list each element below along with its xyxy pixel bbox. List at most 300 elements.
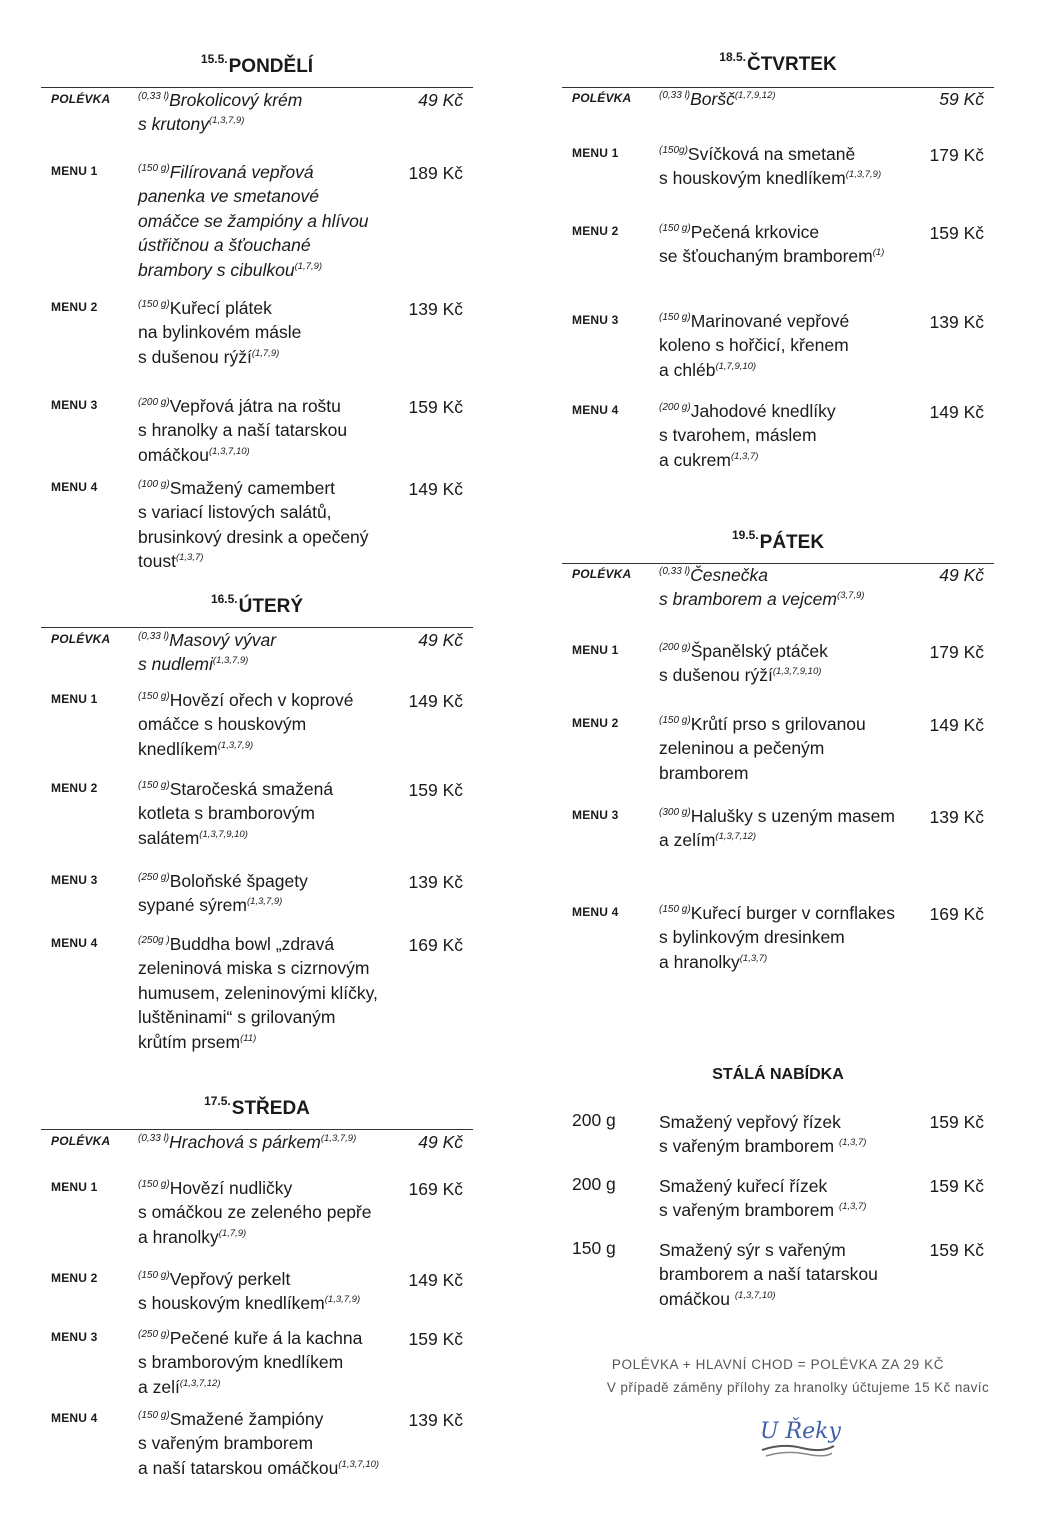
- dish-text: s dušenou rýží: [138, 346, 252, 367]
- day-name: PÁTEK: [759, 532, 825, 553]
- dish-description: [659, 712, 929, 785]
- dish-line: [138, 1030, 408, 1054]
- day-ctvrtek-items: [562, 87, 994, 487]
- dish-text: Hovězí nudličky: [169, 1178, 293, 1198]
- menu-label: MENU 3: [572, 808, 619, 822]
- dish-text: Pečené kuře á la kachna: [169, 1328, 363, 1348]
- portion-size: (150 g): [138, 1410, 170, 1422]
- dish-line: [138, 394, 408, 418]
- dish-text: a hranolky: [138, 1226, 219, 1247]
- price: 149 Kč: [408, 479, 463, 499]
- dish-line: [138, 549, 408, 573]
- menu-label: MENU 4: [51, 1411, 98, 1425]
- allergens: (1,3,7,9): [212, 655, 249, 667]
- day-ctvrtek: [562, 50, 994, 88]
- menu-label: MENU 1: [51, 692, 98, 706]
- dish-text: bramborem a naší tatarskou: [659, 1264, 878, 1285]
- day-pondeli-items: [41, 88, 473, 598]
- dish-line: [138, 1005, 408, 1029]
- dish-text: zeleninou a pečeným: [659, 738, 825, 759]
- dish-line: [138, 688, 408, 712]
- dish-line: [138, 320, 408, 344]
- dish-line: [659, 448, 929, 472]
- allergens: (1,3,7,9): [320, 1133, 357, 1145]
- portion-size: (100 g): [138, 479, 170, 491]
- dish-line: [138, 737, 408, 761]
- allergens: (1,3,7): [175, 552, 204, 564]
- dish-line: [659, 1174, 929, 1198]
- allergens: (1): [872, 247, 885, 259]
- dish-text: Česnečka: [690, 565, 768, 585]
- day-heading: [562, 50, 994, 80]
- logo-graphic: [752, 1408, 842, 1468]
- dish-text: kotleta s bramborovým: [138, 803, 316, 824]
- dish-line: [138, 345, 408, 369]
- dish-text: Smažený kuřecí řízek: [659, 1176, 828, 1196]
- dish-description: [659, 1174, 929, 1223]
- dish-description: [659, 399, 929, 472]
- dish-line: [659, 587, 929, 611]
- day-date: 15.5.: [200, 52, 228, 66]
- day-heading: [41, 1094, 473, 1124]
- dish-text: Španělský ptáček: [690, 641, 828, 661]
- dish-line: [659, 1110, 929, 1134]
- dish-line: [659, 828, 929, 852]
- dish-line: [659, 1262, 929, 1286]
- dish-line: [659, 1238, 929, 1262]
- dish-text: s omáčkou ze zeleného pepře: [138, 1202, 372, 1223]
- dish-text: luštěninami“ s grilovaným: [138, 1007, 336, 1028]
- dish-text: Smažený vepřový řízek: [659, 1112, 841, 1132]
- day-date: 17.5.: [204, 1094, 231, 1108]
- portion-size: (150 g): [138, 299, 170, 311]
- dish-text: Vepřový perkelt: [169, 1269, 291, 1289]
- dish-text: panenka ve smetanové: [138, 186, 319, 207]
- dish-line: [138, 160, 408, 184]
- dish-description: [138, 1267, 408, 1316]
- portion-size: (0,33 l): [138, 631, 170, 643]
- dish-text: Halušky s uzeným masem: [690, 806, 895, 826]
- dish-text: s vařeným bramborem: [138, 1433, 314, 1454]
- menu-label: MENU 3: [51, 398, 98, 412]
- day-streda: [41, 1094, 473, 1130]
- dish-line: [138, 1350, 408, 1374]
- price: 139 Kč: [408, 1410, 463, 1430]
- dish-description: [138, 394, 408, 467]
- portion-size: (0,33 l): [138, 91, 170, 103]
- dish-text: a naší tatarskou omáčkou: [138, 1457, 339, 1478]
- dish-line: [138, 476, 408, 500]
- dish-description: [659, 1110, 929, 1159]
- price: 49 Kč: [418, 90, 463, 110]
- dish-text: Krůtí prso s grilovanou: [690, 714, 866, 734]
- dish-text: a chléb: [659, 359, 716, 380]
- price: 49 Kč: [418, 1132, 463, 1152]
- portion-size: (150 g): [659, 223, 691, 235]
- dish-line: [138, 209, 408, 233]
- menu-label: MENU 1: [51, 164, 98, 178]
- portion-size: (150g): [659, 145, 688, 157]
- dish-line: [138, 1326, 408, 1350]
- dish-text: Boloňské špagety: [169, 871, 308, 891]
- price: 59 Kč: [939, 89, 984, 109]
- dish-text: Masový vývar: [169, 630, 277, 650]
- dish-text: Kuřecí plátek: [169, 298, 272, 318]
- allergens: (11): [240, 1032, 257, 1044]
- dish-line: [659, 950, 929, 974]
- portion-size: (150 g): [659, 312, 691, 324]
- dish-text: s vařeným bramborem: [659, 1136, 835, 1157]
- dish-text: omáčkou: [138, 444, 210, 465]
- allergens: (1,7,9): [218, 1227, 247, 1239]
- dish-text: ústřičnou a šťouchané: [138, 235, 311, 256]
- allergens: (1,3,7,9,10): [772, 666, 822, 678]
- portion-size: (150 g): [138, 1179, 170, 1191]
- dish-line: [138, 1456, 408, 1480]
- portion-size: (150 g): [138, 780, 170, 792]
- dish-text: s bramborovým knedlíkem: [138, 1352, 344, 1373]
- menu-label: MENU 4: [572, 905, 619, 919]
- dish-line: [138, 1200, 408, 1224]
- price: 159 Kč: [929, 1240, 984, 1260]
- dish-line: [659, 220, 929, 244]
- dish-line: [138, 801, 408, 825]
- dish-text: s bramborem a vejcem: [659, 589, 837, 610]
- soup-label: POLÉVKA: [572, 567, 632, 581]
- dish-line: [659, 712, 929, 736]
- dish-text: a zelím: [659, 830, 716, 851]
- dish-text: Filírovaná vepřová: [169, 162, 314, 182]
- price: 179 Kč: [929, 642, 984, 662]
- dish-line: [138, 777, 408, 801]
- dish-text: Hovězí ořech v koprové: [169, 690, 354, 710]
- allergens: (1,7,9,12): [734, 90, 776, 102]
- dish-line: [659, 901, 929, 925]
- allergens: (1,3,7,10): [209, 445, 250, 457]
- dish-text: s houskovým knedlíkem: [138, 1293, 325, 1314]
- day-date: 19.5.: [731, 528, 759, 542]
- allergens: (1,7,9): [251, 347, 280, 359]
- dish-line: [138, 826, 408, 850]
- dish-line: [659, 761, 929, 785]
- menu-label: MENU 3: [572, 313, 619, 327]
- price: 159 Kč: [929, 1112, 984, 1132]
- portion-size: (250g ): [138, 935, 170, 947]
- dish-text: Jahodové knedlíky: [690, 401, 836, 421]
- portion-size: (250 g): [138, 872, 170, 884]
- dish-text: toust: [138, 551, 176, 572]
- dish-description: [138, 160, 408, 282]
- day-date: 16.5.: [210, 592, 238, 606]
- dish-text: Kuřecí burger v cornflakes: [690, 903, 895, 923]
- dish-text: s vařeným bramborem: [659, 1200, 835, 1221]
- allergens: (1,3,7): [838, 1201, 867, 1213]
- menu-label: MENU 1: [572, 146, 619, 160]
- dish-line: [659, 563, 929, 587]
- permanent-offer-title: STÁLÁ NABÍDKA: [712, 1066, 844, 1083]
- allergens: (1,3,7,12): [715, 831, 757, 843]
- dish-description: [659, 1238, 929, 1311]
- menu-label: MENU 2: [572, 224, 619, 238]
- portion-size: (150 g): [138, 691, 170, 703]
- dish-description: [138, 1407, 408, 1480]
- portion-size: (0,33 l): [138, 1133, 170, 1145]
- dish-description: [138, 1130, 408, 1154]
- dish-line: [659, 399, 929, 423]
- price: 139 Kč: [929, 807, 984, 827]
- dish-text: sypané sýrem: [138, 895, 247, 916]
- dish-description: [659, 142, 929, 191]
- allergens: (1,3,7,10): [734, 1289, 776, 1301]
- dish-line: [138, 1267, 408, 1291]
- dish-line: [138, 296, 408, 320]
- day-heading: [562, 528, 994, 558]
- price: 159 Kč: [408, 397, 463, 417]
- dish-text: Brokolicový krém: [169, 90, 303, 110]
- dish-text: Marinované vepřové: [690, 311, 850, 331]
- dish-line: [659, 639, 929, 663]
- dish-line: [659, 309, 929, 333]
- price: 149 Kč: [929, 715, 984, 735]
- price: 139 Kč: [929, 312, 984, 332]
- dish-text: brambory s cibulkou: [138, 259, 295, 280]
- portion-weight: 150 g: [572, 1238, 616, 1258]
- dish-text: krůtím prsem: [138, 1031, 241, 1052]
- dish-line: [138, 893, 408, 917]
- day-streda-items: [41, 1130, 473, 1490]
- dish-description: [659, 220, 929, 269]
- dish-description: [138, 88, 408, 137]
- dish-text: koleno s hořčicí, křenem: [659, 335, 849, 356]
- dish-description: [659, 639, 929, 688]
- dish-line: [659, 244, 929, 268]
- dish-text: omáčce s houskovým: [138, 714, 307, 735]
- portion-size: (150 g): [659, 904, 691, 916]
- day-patek-items: [562, 563, 994, 993]
- price: 159 Kč: [408, 1329, 463, 1349]
- price: 139 Kč: [408, 872, 463, 892]
- price: 149 Kč: [408, 691, 463, 711]
- price: 159 Kč: [929, 223, 984, 243]
- dish-line: [659, 1198, 929, 1222]
- dish-text: Smažené žampióny: [169, 1409, 324, 1429]
- dish-line: [138, 418, 408, 442]
- menu-label: MENU 3: [51, 1330, 98, 1344]
- dish-text: brusinkový dresink a opečený: [138, 526, 369, 547]
- allergens: (1,3,7,9): [324, 1294, 361, 1306]
- dish-text: zeleninová miska s cizrnovým: [138, 958, 370, 979]
- day-name: ČTVRTEK: [746, 54, 837, 75]
- price: 179 Kč: [929, 145, 984, 165]
- price: 169 Kč: [408, 1179, 463, 1199]
- soup-label: POLÉVKA: [51, 1134, 111, 1148]
- dish-text: s variací listových salátů,: [138, 502, 332, 523]
- menu-label: MENU 2: [51, 781, 98, 795]
- allergens: (1,3,7,9): [217, 739, 254, 751]
- dish-description: [659, 563, 929, 612]
- portion-size: (150 g): [138, 163, 170, 175]
- dish-description: [138, 476, 408, 574]
- restaurant-logo: [752, 1408, 842, 1468]
- dish-line: [138, 525, 408, 549]
- portion-size: (150 g): [138, 1270, 170, 1282]
- dish-description: [138, 932, 408, 1054]
- allergens: (1,3,7): [739, 952, 768, 964]
- price: 149 Kč: [408, 1270, 463, 1290]
- portion-size: (150 g): [659, 715, 691, 727]
- allergens: (1,3,7,9): [246, 896, 283, 908]
- dish-line: [659, 423, 929, 447]
- day-name: PONDĚLÍ: [228, 56, 314, 77]
- dish-line: [659, 663, 929, 687]
- fries-surcharge-note: V případě záměny přílohy za hranolky účtujeme 15 Kč navíc: [606, 1380, 990, 1395]
- day-pondeli: [41, 52, 473, 88]
- dish-description: [138, 296, 408, 369]
- dish-line: [138, 1225, 408, 1249]
- soup-label: POLÉVKA: [51, 92, 111, 106]
- dish-line: [659, 333, 929, 357]
- portion-weight: 200 g: [572, 1174, 616, 1194]
- dish-text: se šťouchaným bramborem: [659, 246, 873, 267]
- dish-line: [138, 628, 408, 652]
- menu-label: MENU 2: [51, 300, 98, 314]
- allergens: (1,3,7,9): [209, 115, 245, 127]
- dish-description: [659, 87, 929, 111]
- dish-text: Staročeská smažená: [169, 779, 334, 799]
- soup-label: POLÉVKA: [572, 91, 632, 105]
- price: 49 Kč: [418, 630, 463, 650]
- dish-text: bramborem: [659, 762, 749, 783]
- dish-text: s houskovým knedlíkem: [659, 168, 846, 189]
- price: 189 Kč: [408, 163, 463, 183]
- dish-description: [138, 628, 408, 677]
- dish-line: [138, 1375, 408, 1399]
- allergens: (1,7,9): [294, 260, 323, 272]
- soup-label: POLÉVKA: [51, 632, 111, 646]
- dish-line: [138, 233, 408, 257]
- price: 169 Kč: [929, 904, 984, 924]
- dish-description: [138, 777, 408, 850]
- day-name: STŘEDA: [231, 1098, 310, 1119]
- dish-text: Buddha bowl „zdravá: [169, 934, 335, 954]
- dish-line: [659, 804, 929, 828]
- dish-text: s tvarohem, máslem: [659, 425, 817, 446]
- dish-line: [138, 1130, 408, 1154]
- dish-description: [138, 869, 408, 918]
- dish-line: [138, 184, 408, 208]
- dish-text: knedlíkem: [138, 738, 218, 759]
- day-utery-items: [41, 628, 473, 1068]
- dish-text: na bylinkovém másle: [138, 322, 302, 343]
- dish-line: [138, 956, 408, 980]
- day-heading: [41, 592, 473, 622]
- dish-line: [138, 652, 408, 676]
- dish-text: Boršč: [690, 89, 735, 109]
- dish-text: Smažený sýr s vařeným: [659, 1240, 846, 1260]
- dish-description: [138, 688, 408, 761]
- menu-label: MENU 2: [572, 716, 619, 730]
- dish-text: humusem, zeleninovými klíčky,: [138, 982, 378, 1003]
- allergens: (1,3,7,10): [338, 1458, 380, 1470]
- menu-label: MENU 2: [51, 1271, 98, 1285]
- allergens: (1,3,7,9): [845, 169, 882, 181]
- dish-line: [659, 166, 929, 190]
- dish-line: [659, 736, 929, 760]
- allergens: (1,3,7): [838, 1137, 867, 1149]
- dish-text: a zelí: [138, 1376, 180, 1397]
- dish-line: [138, 1407, 408, 1431]
- dish-line: [659, 1134, 929, 1158]
- dish-text: omáčce se žampióny a hlívou: [138, 210, 369, 231]
- portion-size: (200 g): [659, 642, 691, 654]
- dish-description: [659, 901, 929, 974]
- dish-description: [138, 1326, 408, 1399]
- dish-line: [138, 869, 408, 893]
- dish-text: s krutony: [138, 114, 209, 135]
- price: 159 Kč: [929, 1176, 984, 1196]
- portion-weight: 200 g: [572, 1110, 616, 1130]
- dish-line: [659, 925, 929, 949]
- menu-label: MENU 1: [51, 1180, 98, 1194]
- dish-line: [138, 712, 408, 736]
- dish-text: s bylinkovým dresinkem: [659, 927, 845, 948]
- price: 139 Kč: [408, 299, 463, 319]
- dish-line: [659, 1287, 929, 1311]
- allergens: (1,3,7,9,10): [199, 828, 248, 840]
- dish-line: [138, 88, 408, 112]
- portion-size: (0,33 l): [659, 90, 691, 102]
- day-utery: [41, 592, 473, 628]
- day-name: ÚTERÝ: [238, 596, 304, 617]
- day-patek: [562, 528, 994, 564]
- dish-description: [138, 1176, 408, 1249]
- dish-line: [138, 500, 408, 524]
- menu-label: MENU 4: [572, 403, 619, 417]
- combo-note: POLÉVKA + HLAVNÍ CHOD = POLÉVKA ZA 29 KČ: [611, 1357, 945, 1372]
- dish-line: [659, 358, 929, 382]
- allergens: (1,3,7): [730, 450, 759, 462]
- day-heading: [41, 52, 473, 82]
- portion-size: (200 g): [138, 397, 170, 409]
- menu-label: MENU 1: [572, 643, 619, 657]
- dish-line: [138, 981, 408, 1005]
- menu-label: MENU 4: [51, 480, 98, 494]
- allergens: (1,3,7,12): [179, 1377, 221, 1389]
- price: 149 Kč: [929, 402, 984, 422]
- dish-text: Hrachová s párkem: [169, 1132, 321, 1152]
- dish-text: Pečená krkovice: [690, 222, 820, 242]
- allergens: (1,7,9,10): [715, 360, 757, 372]
- dish-line: [138, 443, 408, 467]
- menu-label: MENU 4: [51, 936, 98, 950]
- dish-text: s dušenou rýží: [659, 665, 773, 686]
- portion-size: (300 g): [659, 807, 691, 819]
- dish-text: Svíčková na smetaně: [687, 144, 856, 164]
- dish-line: [659, 87, 929, 111]
- dish-line: [138, 1291, 408, 1315]
- menu-label: MENU 3: [51, 873, 98, 887]
- dish-description: [659, 804, 929, 853]
- dish-line: [138, 932, 408, 956]
- portion-size: (200 g): [659, 402, 691, 414]
- portion-size: (0,33 l): [659, 566, 691, 578]
- permanent-offer-list: [562, 1110, 994, 1310]
- dish-text: s hranolky a naší tatarskou: [138, 420, 348, 441]
- dish-text: s nudlemi: [138, 654, 213, 675]
- portion-size: (250 g): [138, 1329, 170, 1341]
- dish-text: a hranolky: [659, 951, 740, 972]
- dish-line: [138, 112, 408, 136]
